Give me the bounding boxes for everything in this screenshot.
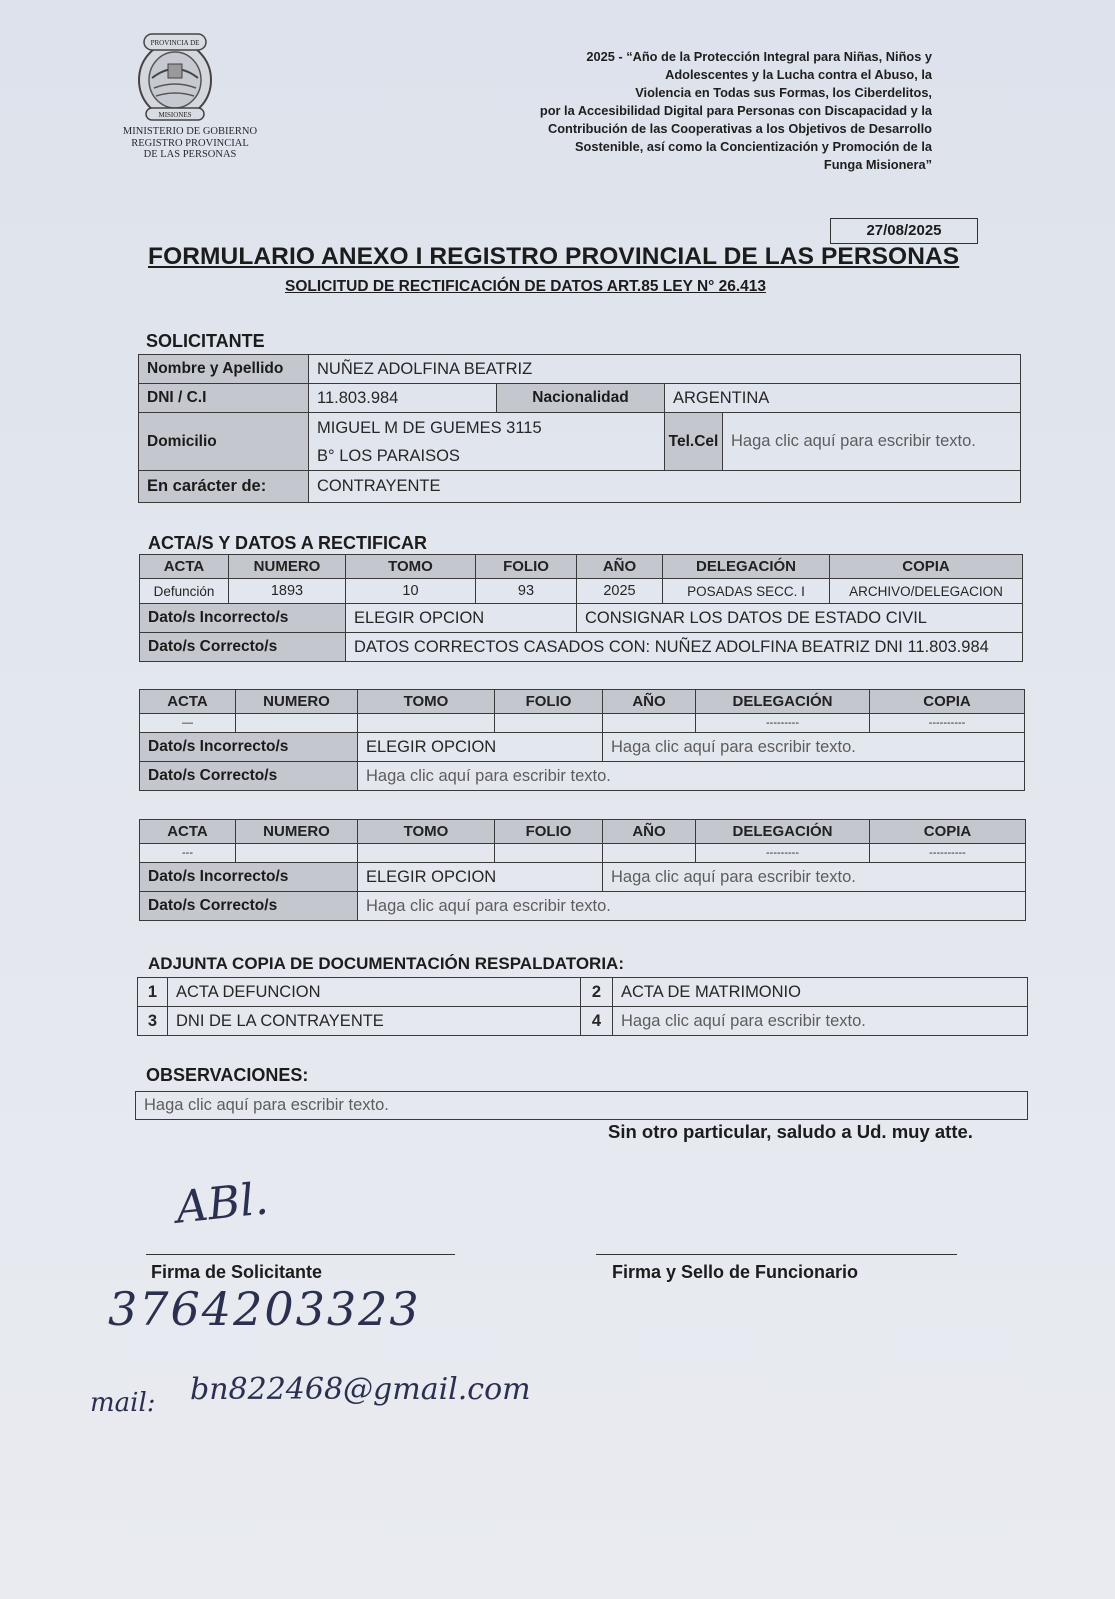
acta-block-3 [139,819,1026,921]
anio-header: AÑO [603,690,696,714]
copia-cell[interactable]: ---------- [870,844,1026,863]
anio-header: AÑO [577,555,663,579]
correct-label: Dato/s Correcto/s [140,892,358,921]
signature-left-label: Firma de Solicitante [151,1262,323,1282]
tomo-header: TOMO [358,820,495,844]
incorrect-option-select[interactable]: ELEGIR OPCION [346,604,577,633]
nationality-field[interactable]: ARGENTINA [665,384,1021,413]
incorrect-option-select[interactable]: ELEGIR OPCION [358,733,603,762]
copia-header: COPIA [830,555,1023,579]
form-subtitle: SOLICITUD DE RECTIFICACIÓN DE DATOS ART.85 LEY N° 26.413 [285,278,767,295]
acta-type-cell[interactable]: --- [140,844,236,863]
delegacion-cell[interactable]: --------- [696,844,870,863]
folio-header: FOLIO [495,820,603,844]
phone-field[interactable]: Haga clic aquí para escribir texto. [723,413,1021,471]
attachment-number: 3 [138,1007,168,1036]
correct-data-field[interactable]: Haga clic aquí para escribir texto. [358,892,1026,921]
signature-line-left [146,1254,455,1255]
phone-label: Tel.Cel [665,413,723,471]
anio-cell[interactable] [603,714,696,733]
nationality-label: Nacionalidad [497,384,665,413]
observaciones-field[interactable]: Haga clic aquí para escribir texto. [136,1092,1028,1120]
incorrect-option-select[interactable]: ELEGIR OPCION [358,863,603,892]
numero-cell[interactable] [236,714,358,733]
provincial-coat-of-arms-icon [130,30,220,122]
motto-line: Contribución de las Cooperativas a los Objetivos de Desarrollo [547,121,932,136]
numero-cell[interactable] [236,844,358,863]
address-field[interactable] [309,413,665,471]
motto-line: 2025 - “Año de la Protección Integral para Niñas, Niños y [586,49,932,64]
handwritten-phone: 3764203323 [108,1282,421,1336]
tomo-cell[interactable] [358,844,495,863]
copia-cell[interactable]: ARCHIVO/DELEGACION [830,579,1023,604]
anio-header: AÑO [603,820,696,844]
incorrect-label: Dato/s Incorrecto/s [140,733,358,762]
motto-line: Violencia en Todas sus Formas, los Ciberdelitos, [635,85,932,100]
attachment-field[interactable]: DNI DE LA CONTRAYENTE [168,1007,581,1036]
correct-data-field[interactable]: Haga clic aquí para escribir texto. [358,762,1025,791]
adjunta-table [137,977,1028,1036]
address-line-1: MIGUEL M DE GUEMES 3115 [317,418,542,437]
incorrect-label: Dato/s Incorrecto/s [140,863,358,892]
observaciones-section-title: OBSERVACIONES: [146,1065,309,1085]
folio-cell[interactable]: 93 [476,579,577,604]
motto-line: Sostenible, así como la Concientización y Promoción de la [575,139,932,154]
acta-type-cell[interactable]: Defunción [140,579,229,604]
year-motto [440,48,932,174]
signature-line-right [596,1254,957,1255]
folio-header: FOLIO [495,690,603,714]
role-field[interactable]: CONTRAYENTE [309,471,1021,503]
anio-cell[interactable] [603,844,696,863]
solicitante-table [138,354,1021,503]
numero-header: NUMERO [229,555,346,579]
form-title: FORMULARIO ANEXO I REGISTRO PROVINCIAL DE LAS PERSONAS [148,243,960,270]
correct-label: Dato/s Correcto/s [140,762,358,791]
numero-header: NUMERO [236,820,358,844]
correct-data-field[interactable]: DATOS CORRECTOS CASADOS CON: NUÑEZ ADOLFINA BEATRIZ DNI 11.803.984 [346,633,1023,662]
actas-section-title: ACTA/S Y DATOS A RECTIFICAR [148,533,428,553]
adjunta-section-title: ADJUNTA COPIA DE DOCUMENTACIÓN RESPALDATORIA: [148,954,624,973]
motto-line: Adolescentes y la Lucha contra el Abuso, la [665,67,932,82]
incorrect-data-field[interactable]: Haga clic aquí para escribir texto. [603,733,1025,762]
name-label: Nombre y Apellido [139,355,309,384]
handwritten-mail-label: mail: [90,1388,156,1418]
copia-header: COPIA [870,820,1026,844]
attachment-number: 4 [581,1007,613,1036]
attachment-field[interactable]: ACTA DE MATRIMONIO [613,978,1028,1007]
anio-cell[interactable]: 2025 [577,579,663,604]
acta-header: ACTA [140,820,236,844]
address-line-2: B° LOS PARAISOS [317,446,460,465]
acta-block-2 [139,689,1025,791]
ministry-line: REGISTRO PROVINCIAL [131,137,249,149]
tomo-cell[interactable] [358,714,495,733]
ministry-line: MINISTERIO DE GOBIERNO [122,126,258,137]
motto-line: por la Accesibilidad Digital para Personas con Discapacidad y la [539,103,932,118]
attachment-field[interactable]: Haga clic aquí para escribir texto. [613,1007,1028,1036]
signature-right-label: Firma y Sello de Funcionario [612,1262,859,1282]
ministry-line: DE LAS PERSONAS [143,149,237,160]
observaciones-table [135,1091,1028,1120]
emblem-bottom-text: MISIONES [158,111,192,119]
acta-header: ACTA [140,555,229,579]
motto-line: Funga Misionera” [823,157,932,172]
handwritten-mail: bn822468@gmail.com [190,1372,531,1407]
incorrect-data-field[interactable]: CONSIGNAR LOS DATOS DE ESTADO CIVIL [577,604,1023,633]
attachment-field[interactable]: ACTA DEFUNCION [168,978,581,1007]
numero-header: NUMERO [236,690,358,714]
address-label: Domicilio [139,413,309,471]
solicitante-section-title: SOLICITANTE [146,331,265,351]
tomo-header: TOMO [346,555,476,579]
copia-header: COPIA [870,690,1025,714]
role-label: En carácter de: [139,471,309,503]
delegacion-header: DELEGACIÓN [663,555,830,579]
dni-field[interactable]: 11.803.984 [309,384,497,413]
delegacion-header: DELEGACIÓN [696,690,870,714]
folio-cell[interactable] [495,844,603,863]
handwritten-signature: ABl. [173,1173,271,1234]
delegacion-cell[interactable]: POSADAS SECC. I [663,579,830,604]
folio-cell[interactable] [495,714,603,733]
delegacion-header: DELEGACIÓN [696,820,870,844]
farewell-text: Sin otro particular, saludo a Ud. muy atte. [608,1121,973,1142]
incorrect-data-field[interactable]: Haga clic aquí para escribir texto. [603,863,1026,892]
correct-label: Dato/s Correcto/s [140,633,346,662]
acta-header: ACTA [140,690,236,714]
acta-type-cell[interactable]: — [140,714,236,733]
attachment-number: 1 [138,978,168,1007]
copia-cell[interactable]: ---------- [870,714,1025,733]
delegacion-cell[interactable]: --------- [696,714,870,733]
attachment-number: 2 [581,978,613,1007]
name-field[interactable]: NUÑEZ ADOLFINA BEATRIZ [309,355,1021,384]
incorrect-label: Dato/s Incorrecto/s [140,604,346,633]
ministry-heading [110,126,270,161]
dni-label: DNI / C.I [139,384,309,413]
folio-header: FOLIO [476,555,577,579]
acta-block-1 [139,554,1023,662]
tomo-cell[interactable]: 10 [346,579,476,604]
emblem-top-text: PROVINCIA DE [150,39,200,47]
tomo-header: TOMO [358,690,495,714]
numero-cell[interactable]: 1893 [229,579,346,604]
date-field[interactable]: 27/08/2025 [830,218,978,244]
